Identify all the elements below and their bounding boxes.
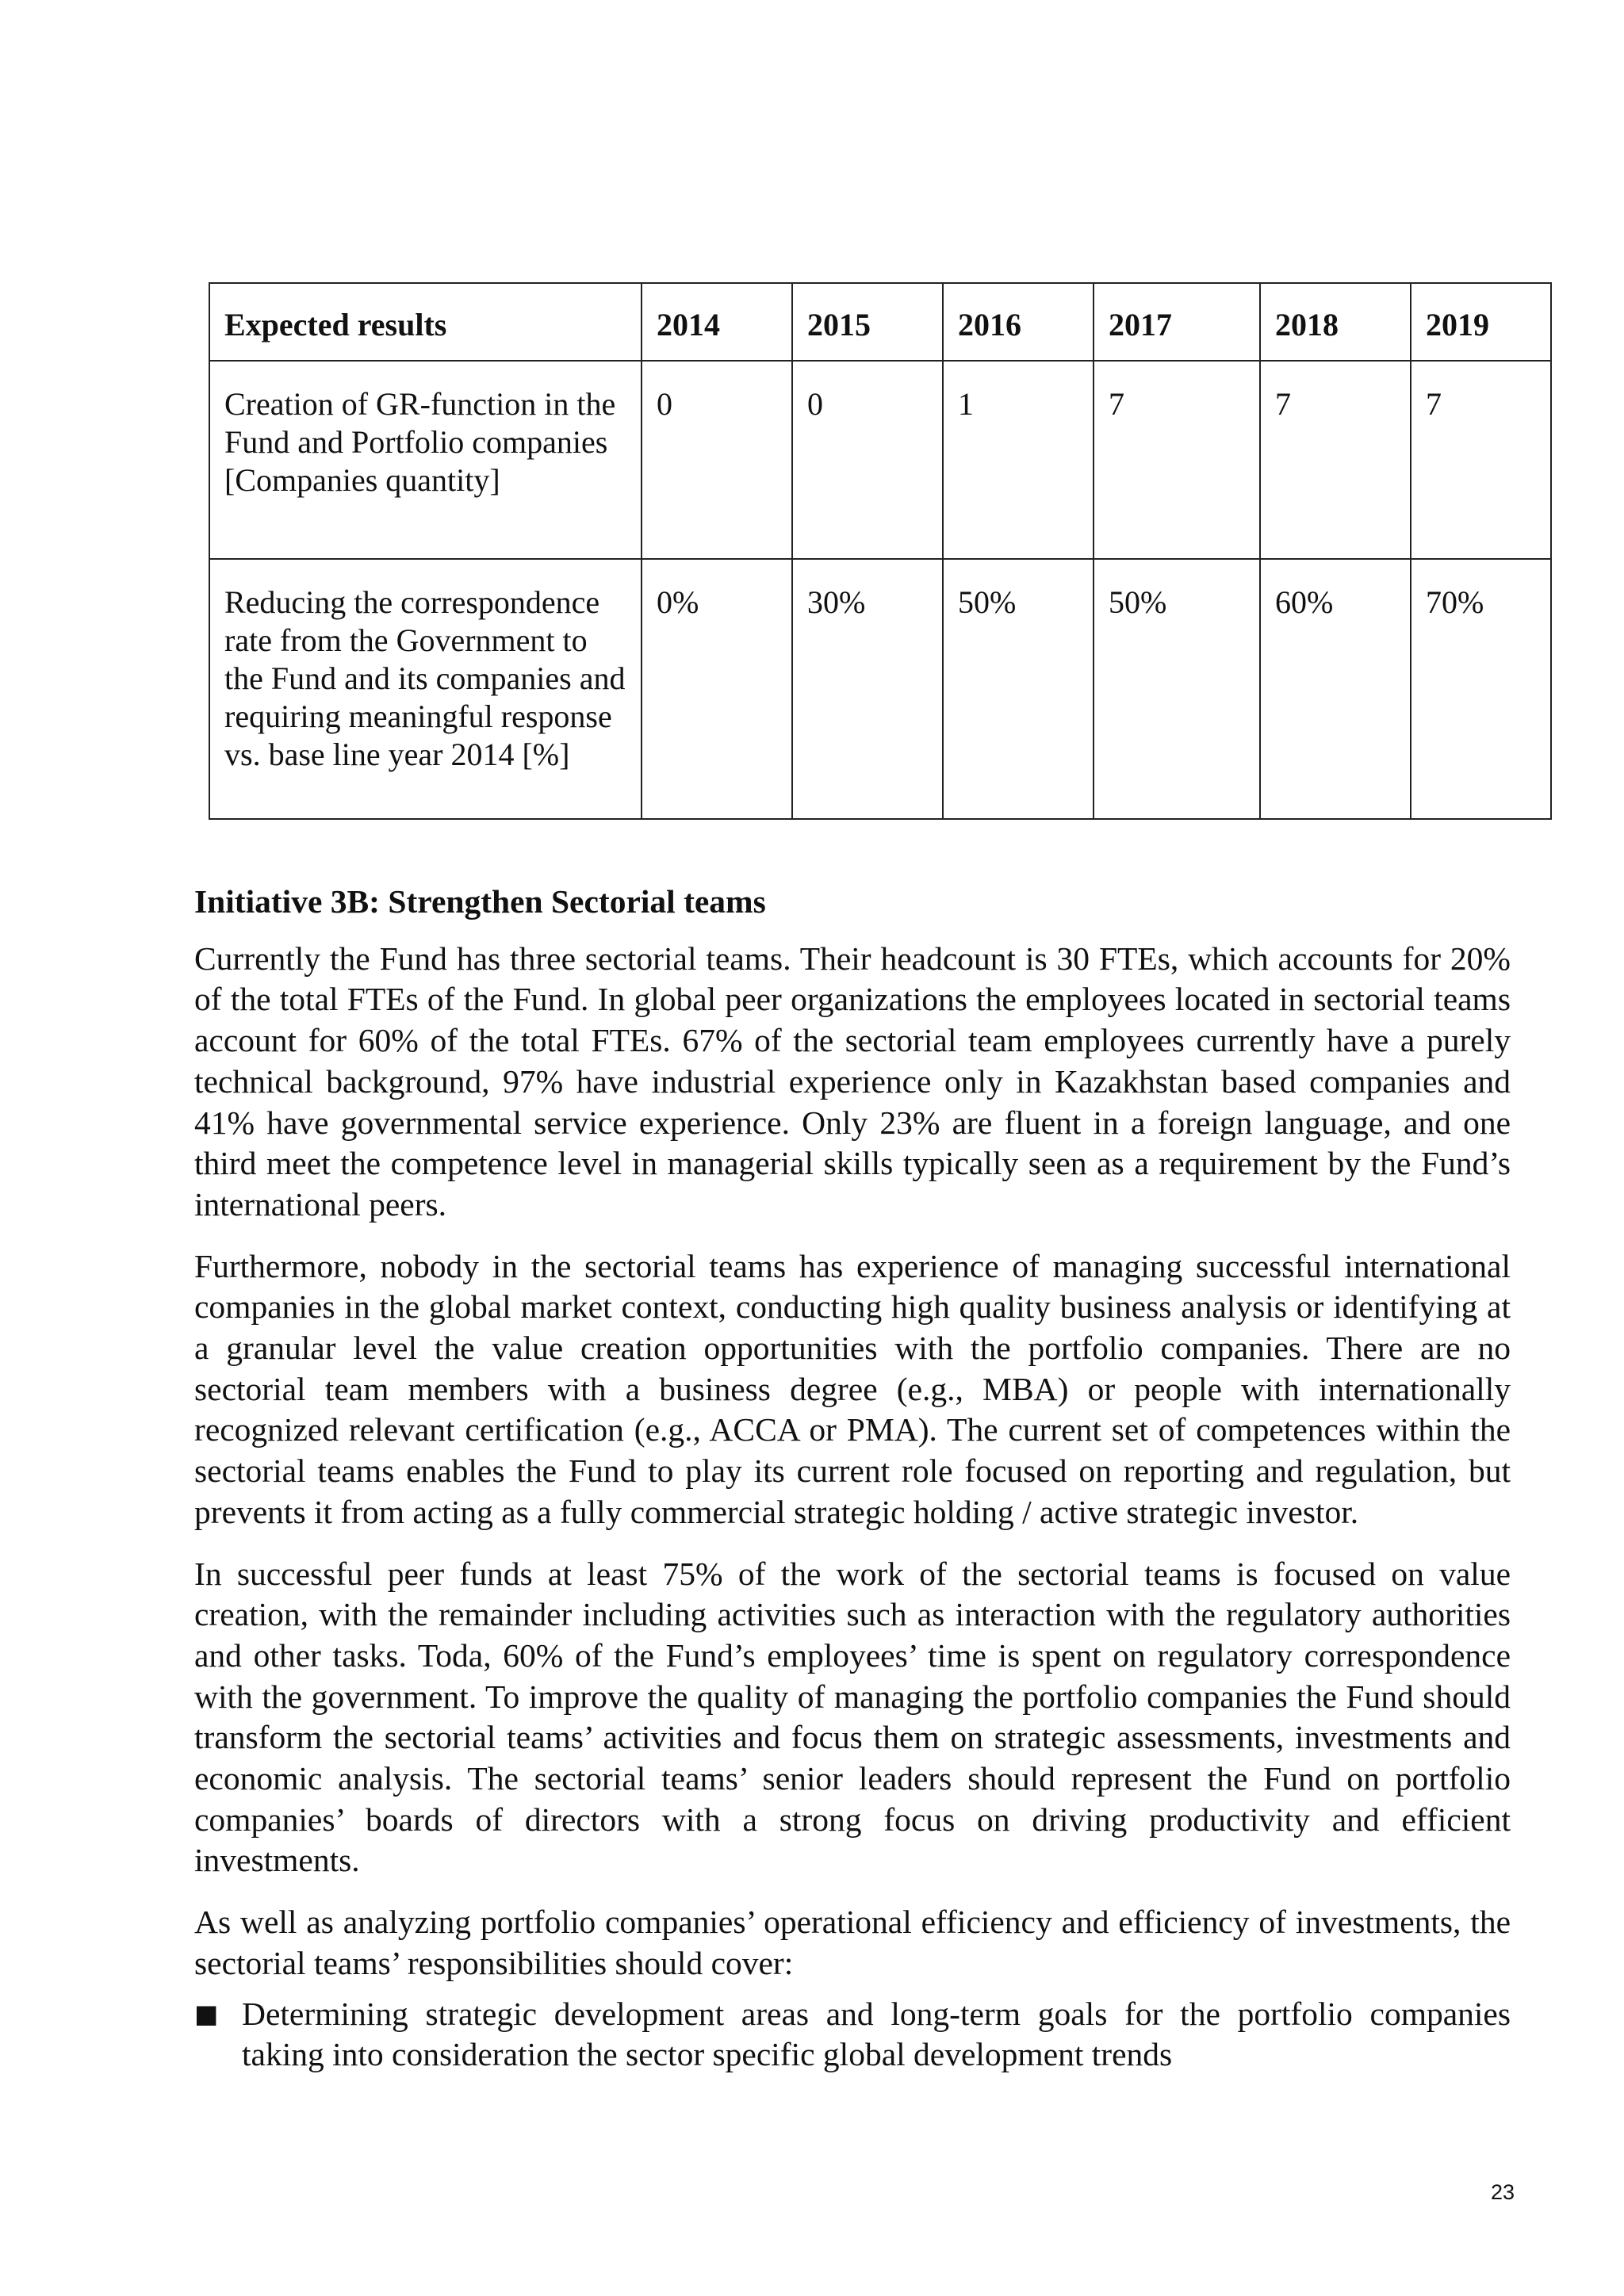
row-label-gr-function: Creation of GR-function in the Fund and Portfolio companies [Companies quantity] xyxy=(209,361,642,559)
header-year-2017: 2017 xyxy=(1094,283,1260,361)
header-year-2015: 2015 xyxy=(792,283,943,361)
paragraph: Furthermore, nobody in the sectorial teams has experience of managing successful international companies in the global market context, conducting high quality business analysis or identifying at a granular level the value creation opportunities with the portfolio companies. There are no sectorial team members with a business degree (e.g., MBA) or people with internationally recognized relevant certification (e.g., ACCA or PMA). The current set of competences within the sectorial teams enables the Fund to play its current role focused on reporting and regulation, but prevents it from acting as a fully commercial strategic holding / active strategic investor. xyxy=(194,1247,1511,1530)
bullet-item xyxy=(194,1994,1511,2076)
expected-results-table xyxy=(209,282,1552,820)
table-row xyxy=(209,559,1551,819)
table-cell: 7 xyxy=(1411,361,1551,559)
table-cell: 50% xyxy=(1094,559,1260,819)
page-number: 23 xyxy=(1490,2180,1515,2204)
table-cell: 1 xyxy=(943,361,1094,559)
paragraph: In successful peer funds at least 75% of the work of the sectorial teams is focused on value creation, with the remainder including activities such as interaction with the regulatory authorities and other tasks. Toda, 60% of the Fund’s employees’ time is spent on regulatory correspondence with the government. To improve the quality of managing the portfolio companies the Fund should transform the sectorial teams’ activities and focus them on strategic assessments, investments and economic analysis. The sectorial teams’ senior leaders should represent the Fund on portfolio companies’ boards of directors with a strong focus on driving productivity and efficient investments. xyxy=(194,1555,1511,1879)
table-cell: 60% xyxy=(1260,559,1411,819)
square-bullet-icon: ■ xyxy=(194,1998,219,2029)
table-cell: 7 xyxy=(1260,361,1411,559)
header-year-2016: 2016 xyxy=(943,283,1094,361)
section-heading: Initiative 3B: Strengthen Sectorial teams xyxy=(194,883,766,920)
header-year-2018: 2018 xyxy=(1260,283,1411,361)
header-year-2019: 2019 xyxy=(1411,283,1551,361)
table-cell: 0% xyxy=(642,559,792,819)
body-content xyxy=(194,882,1511,2076)
table-header-row xyxy=(209,283,1551,361)
row-label-correspondence-rate: Reducing the correspondence rate from the Government to the Fund and its companies and requiring meaningful response vs. base line year 2014 [%] xyxy=(209,559,642,819)
paragraph: Currently the Fund has three sectorial teams. Their headcount is 30 FTEs, which accounts for 20% of the total FTEs of the Fund. In global peer organizations the employees located in sectorial teams account for 60% of the total FTEs. 67% of the sectorial team employees currently have a purely technical background, 97% have industrial experience only in Kazakhstan based companies and 41% have governmental service experience. Only 23% are fluent in a foreign language, and one third meet the competence level in managerial skills typically seen as a requirement by the Fund’s international peers. xyxy=(194,939,1511,1223)
table-cell: 70% xyxy=(1411,559,1551,819)
header-year-2014: 2014 xyxy=(642,283,792,361)
table-cell: 0 xyxy=(642,361,792,559)
bullet-text: Determining strategic development areas and long-term goals for the portfolio companies taking into consideration the sector specific global development trends xyxy=(242,1995,1511,2073)
table-row xyxy=(209,361,1551,559)
table-cell: 7 xyxy=(1094,361,1260,559)
table-cell: 30% xyxy=(792,559,943,819)
table-cell: 50% xyxy=(943,559,1094,819)
header-expected-results: Expected results xyxy=(209,283,642,361)
paragraph: As well as analyzing portfolio companies’ operational efficiency and efficiency of investments, the sectorial teams’ responsibilities should cover: xyxy=(194,1904,1511,1981)
table-cell: 0 xyxy=(792,361,943,559)
